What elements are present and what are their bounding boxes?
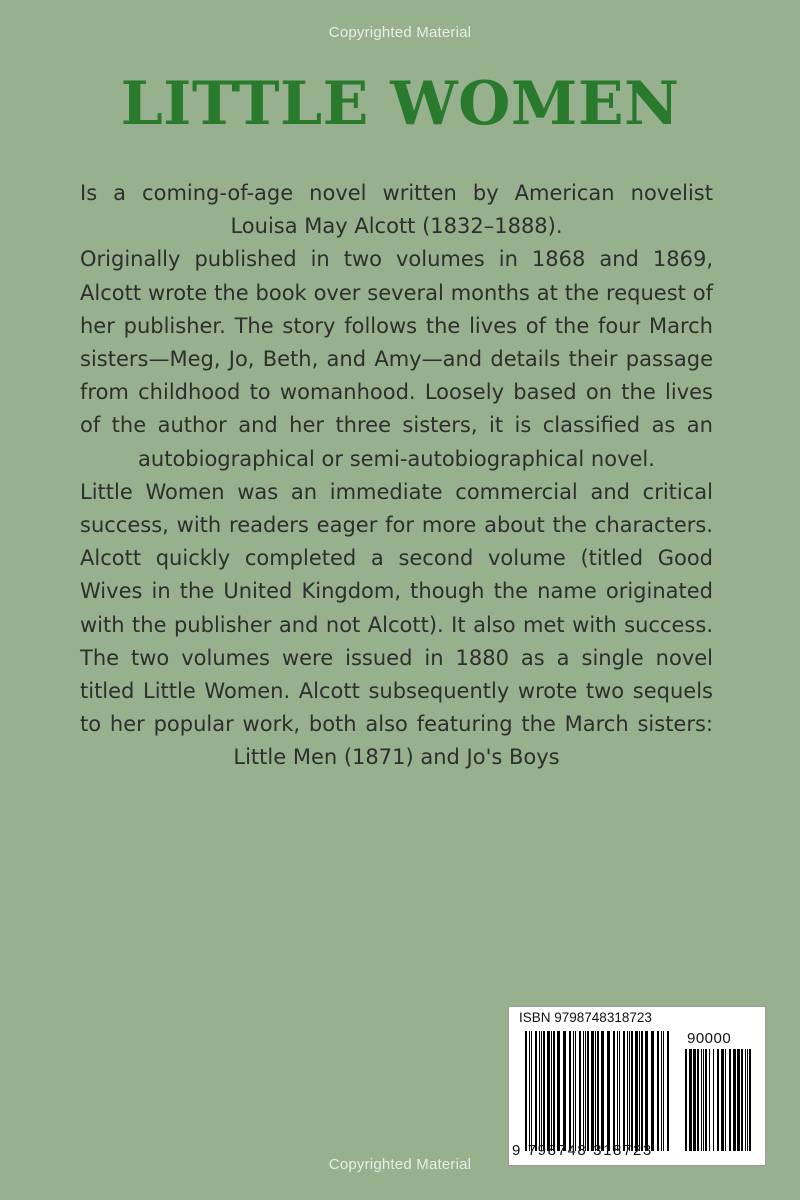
barcode-addon-icon xyxy=(685,1049,753,1151)
blurb-paragraph-intro: Is a coming-of-age novel written by American novelist Louisa May Alcott (1832–1888). xyxy=(80,181,713,239)
watermark-bottom: Copyrighted Material xyxy=(328,1156,472,1173)
watermark-top: Copyrighted Material xyxy=(328,24,472,41)
barcode-main-icon xyxy=(525,1031,673,1151)
barcode-addon-digits: 90000 xyxy=(687,1030,732,1047)
barcode-box xyxy=(508,1006,766,1166)
book-title: LITTLE WOMEN xyxy=(120,69,680,139)
book-blurb xyxy=(80,177,713,775)
barcode-ean-digits: 9 798748 318723 xyxy=(512,1142,653,1159)
blurb-paragraph-publication: Originally published in two volumes in 1868 and 1869, Alcott wrote the book over several months at the request of her publisher. The story follows the lives of the four March sisters—Meg, Jo, Beth, and Amy—and details their passage from childhood to womanhood. Loosely based on the lives of the author and her three sisters, it is classified as an autobiographical or semi-autobiographical novel. xyxy=(80,247,713,471)
blurb-paragraph-reception: Little Women was an immediate commercial and critical success, with readers eager for more about the characters. Alcott quickly completed a second volume (titled Good Wives in the United Kingdom, though the name originated with the publisher and not Alcott). It also met with success. The two volumes were issued in 1880 as a single novel titled Little Women. Alcott subsequently wrote two sequels to her popular work, both also featuring the March sisters: Little Men (1871) and Jo's Boys xyxy=(80,479,713,770)
isbn-label: ISBN 9798748318723 xyxy=(519,1010,652,1025)
